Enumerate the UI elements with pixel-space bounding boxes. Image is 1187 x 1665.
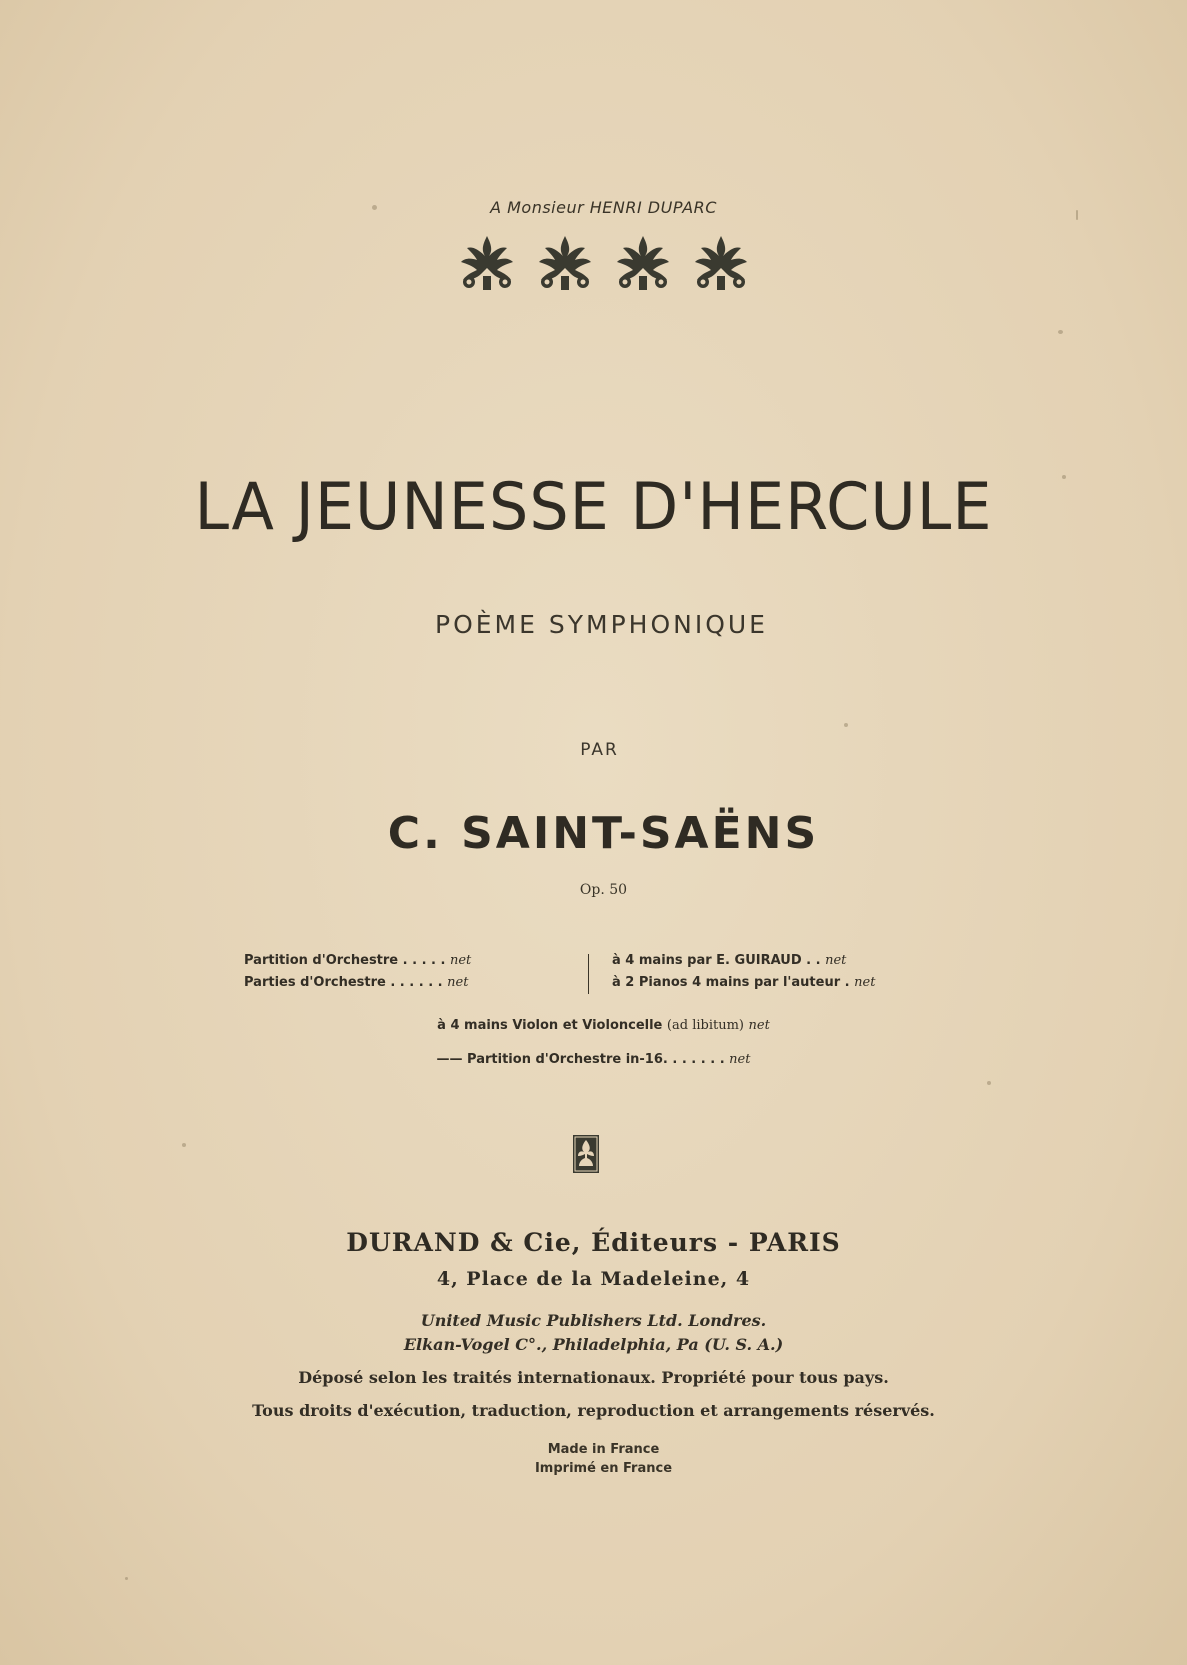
paper-speck: [844, 723, 848, 727]
paper-speck: [1058, 330, 1063, 334]
edition-price: net: [748, 1018, 770, 1033]
edition-price: net: [447, 975, 469, 990]
publisher-address: 4, Place de la Madeleine, 4: [436, 1268, 751, 1290]
publisher-mark-icon: [573, 1135, 599, 1173]
paper-speck: [182, 1143, 186, 1147]
made-in-line: Made in France: [547, 1442, 660, 1457]
by-label: PAR: [580, 740, 619, 760]
paper-speck: [987, 1081, 991, 1085]
palmette-ornament-icon: [689, 232, 753, 292]
palmette-ornament-icon: [611, 232, 675, 292]
edition-label: à 2 Pianos 4 mains par l'auteur .: [612, 975, 850, 990]
rights-line: Déposé selon les traités internationaux. Propriété pour tous pays.: [298, 1368, 889, 1387]
palmette-ornament-icon: [455, 232, 519, 292]
edition-item: [10, 1018, 1187, 1033]
made-in-line: Imprimé en France: [534, 1461, 673, 1476]
edition-note: (ad libitum): [666, 1018, 744, 1033]
edition-label: —— Partition d'Orchestre in-16. . . . . . .: [436, 1052, 725, 1067]
agent-line: Elkan-Vogel C°., Philadelphia, Pa (U. S. A.): [403, 1335, 784, 1354]
edition-price: net: [825, 953, 847, 968]
edition-item: [244, 950, 524, 972]
edition-item: [0, 1052, 1187, 1067]
edition-item: [612, 950, 912, 972]
publisher-name: DURAND & Cie, Éditeurs - PARIS: [346, 1228, 841, 1257]
agent-line: United Music Publishers Ltd. Londres.: [420, 1311, 767, 1330]
work-title: LA JEUNESSE D'HERCULE: [194, 468, 993, 545]
edition-label: Partition d'Orchestre . . . . .: [244, 953, 446, 968]
edition-price: net: [729, 1052, 751, 1067]
editions-right-column: [612, 950, 912, 994]
paper-speck: [125, 1577, 128, 1580]
palmette-ornament-icon: [533, 232, 597, 292]
edition-price: net: [449, 953, 472, 968]
editions-left-column: [244, 950, 524, 994]
composer-name: C. SAINT-SAËNS: [387, 808, 820, 859]
dedication: A Monsieur HENRI DUPARC: [490, 198, 717, 217]
edition-label: Parties d'Orchestre . . . . . .: [244, 975, 443, 990]
rights-line: Tous droits d'exécution, traduction, reproduction et arrangements réservés.: [252, 1401, 935, 1420]
work-subtitle: POÈME SYMPHONIQUE: [435, 610, 768, 639]
edition-price: net: [854, 975, 876, 990]
editions-divider: [588, 954, 589, 994]
edition-label: à 4 mains par E. GUIRAUD . .: [612, 953, 821, 968]
edition-label: à 4 mains Violon et Violoncelle: [437, 1018, 663, 1033]
ornament-row: [10, 232, 1187, 292]
edition-item: [244, 972, 524, 994]
opus-number: Op. 50: [579, 882, 628, 898]
edition-item: [612, 972, 912, 994]
